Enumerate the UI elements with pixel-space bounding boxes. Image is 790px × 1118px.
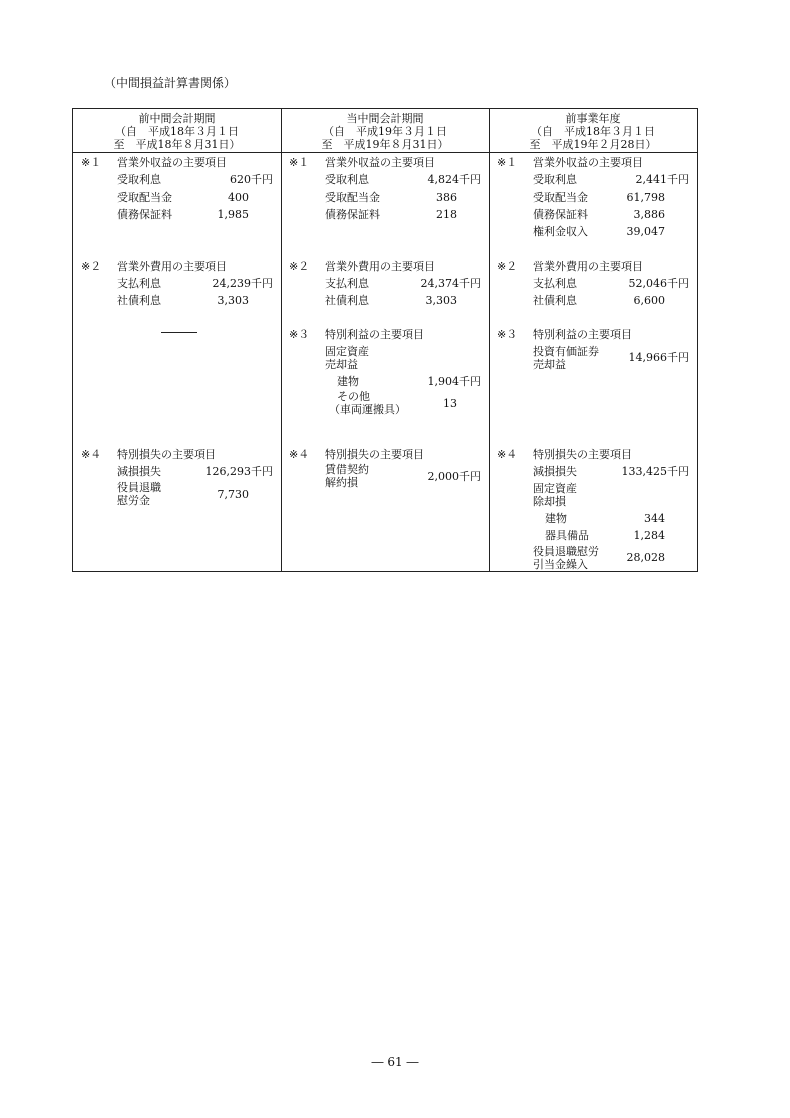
page-number: ― 61 ― (371, 1055, 419, 1069)
item-value: 7,730 (217, 488, 249, 501)
item-label: 建物 (337, 375, 359, 388)
item-value: 52,046千円 (628, 277, 689, 290)
item-value: 1,284 (633, 529, 665, 542)
item-value: 39,047 (626, 225, 665, 238)
item-label: 支払利息 (325, 277, 369, 290)
item-label: 支払利息 (117, 277, 161, 290)
column-title: 前事業年度 (565, 112, 621, 125)
note-heading: 特別利益の主要項目 (533, 328, 632, 341)
note-heading: 営業外費用の主要項目 (325, 260, 435, 273)
period-to: 至 平成18年８月31日） (113, 138, 241, 151)
item-label: 社債利息 (325, 294, 369, 307)
note-heading: 営業外収益の主要項目 (325, 156, 435, 169)
item-label: 役員退職慰労 (533, 545, 599, 558)
note-mark: ※２ (289, 260, 310, 273)
item-label: 債務保証料 (533, 208, 588, 221)
period-from: （自 平成19年３月１日 (323, 125, 447, 138)
item-value: 13 (443, 397, 457, 410)
column-header-current-interim (281, 112, 489, 151)
section-title: （中間損益計算書関係） (104, 76, 237, 90)
note-heading: 特別利益の主要項目 (325, 328, 424, 341)
header-divider (73, 152, 697, 153)
note-mark: ※３ (289, 328, 310, 341)
column-title: 前中間会計期間 (138, 112, 216, 125)
item-value: 386 (436, 191, 457, 204)
note-heading: 特別損失の主要項目 (325, 448, 424, 461)
item-label: 権利金収入 (533, 225, 588, 238)
group-label: 固定資産 (325, 345, 369, 358)
item-label: 減損損失 (533, 465, 577, 478)
note-heading: 営業外収益の主要項目 (117, 156, 227, 169)
item-value: 4,824千円 (427, 173, 481, 186)
period-from: （自 平成18年３月１日 (531, 125, 655, 138)
item-value: 24,239千円 (212, 277, 273, 290)
item-value: 61,798 (626, 191, 665, 204)
item-label: 建物 (545, 512, 567, 525)
item-label: 社債利息 (533, 294, 577, 307)
item-value: 3,303 (217, 294, 249, 307)
item-label: 賃借契約 (325, 463, 369, 476)
item-label-cont: 解約損 (325, 476, 358, 489)
item-value: 400 (228, 191, 249, 204)
item-value: 3,886 (633, 208, 665, 221)
not-applicable-dash (161, 332, 197, 333)
column-header-previous-year (489, 112, 697, 151)
item-label: 役員退職 (117, 481, 161, 494)
item-value: 28,028 (626, 551, 665, 564)
item-value: 14,966千円 (628, 351, 689, 364)
item-label-cont: 売却益 (533, 358, 566, 371)
column-header-previous-interim (73, 112, 281, 151)
period-from: （自 平成18年３月１日 (115, 125, 239, 138)
column-divider (281, 109, 282, 571)
note-heading: 特別損失の主要項目 (117, 448, 216, 461)
group-label: 固定資産 (533, 482, 577, 495)
item-value: 2,000千円 (427, 470, 481, 483)
item-label: 支払利息 (533, 277, 577, 290)
note-heading: 特別損失の主要項目 (533, 448, 632, 461)
item-label: 受取利息 (117, 173, 161, 186)
item-label: 器具備品 (545, 529, 589, 542)
item-label-cont: （車両運搬具） (329, 403, 406, 416)
item-value: 1,985 (217, 208, 249, 221)
item-label-cont: 引当金繰入 (533, 558, 588, 571)
group-label-cont: 除却損 (533, 495, 566, 508)
item-value: 24,374千円 (420, 277, 481, 290)
item-label: 債務保証料 (325, 208, 380, 221)
item-value: 1,904千円 (427, 375, 481, 388)
period-to: 至 平成19年８月31日） (321, 138, 449, 151)
item-label: 受取利息 (533, 173, 577, 186)
note-heading: 営業外収益の主要項目 (533, 156, 643, 169)
item-value: 620千円 (230, 173, 273, 186)
item-label: 受取配当金 (117, 191, 172, 204)
note-heading: 営業外費用の主要項目 (533, 260, 643, 273)
note-mark: ※４ (81, 448, 102, 461)
item-value: 344 (644, 512, 665, 525)
group-label-cont: 売却益 (325, 358, 358, 371)
note-mark: ※２ (81, 260, 102, 273)
item-label: 受取配当金 (533, 191, 588, 204)
item-value: 133,425千円 (621, 465, 689, 478)
note-mark: ※１ (81, 156, 102, 169)
note-mark: ※１ (289, 156, 310, 169)
item-label: 社債利息 (117, 294, 161, 307)
note-heading: 営業外費用の主要項目 (117, 260, 227, 273)
note-mark: ※３ (497, 328, 518, 341)
item-label-cont: 慰労金 (117, 494, 150, 507)
item-label: その他 (337, 390, 370, 403)
note-mark: ※２ (497, 260, 518, 273)
item-value: 2,441千円 (635, 173, 689, 186)
item-label: 投資有価証券 (533, 345, 599, 358)
item-label: 減損損失 (117, 465, 161, 478)
note-mark: ※１ (497, 156, 518, 169)
item-value: 6,600 (633, 294, 665, 307)
period-to: 至 平成19年２月28日） (529, 138, 657, 151)
item-label: 受取利息 (325, 173, 369, 186)
item-value: 218 (436, 208, 457, 221)
note-mark: ※４ (289, 448, 310, 461)
item-label: 受取配当金 (325, 191, 380, 204)
column-divider (489, 109, 490, 571)
item-value: 126,293千円 (205, 465, 273, 478)
note-mark: ※４ (497, 448, 518, 461)
notes-table (72, 108, 698, 572)
item-label: 債務保証料 (117, 208, 172, 221)
column-title: 当中間会計期間 (346, 112, 424, 125)
item-value: 3,303 (425, 294, 457, 307)
